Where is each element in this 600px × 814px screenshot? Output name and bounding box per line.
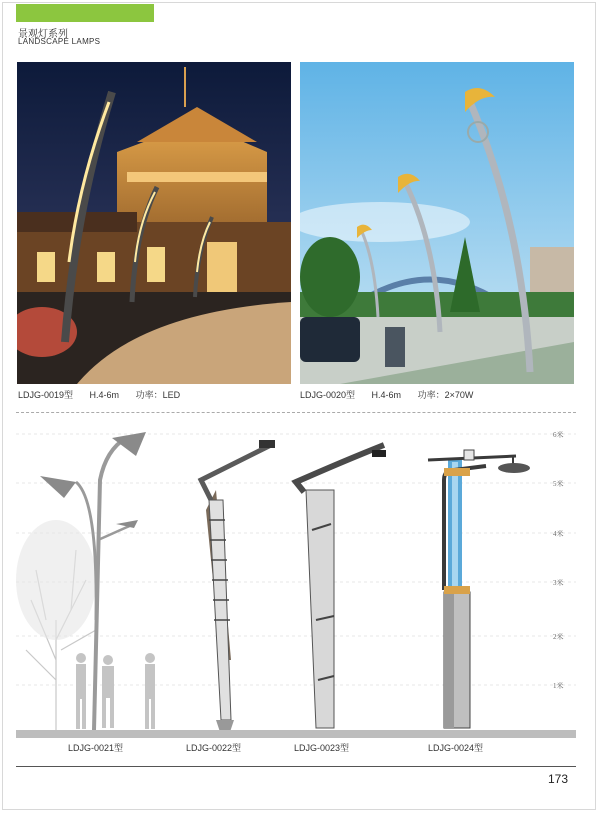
- height-label-4m: 4米: [553, 530, 564, 538]
- caption-power: 功率：LED: [135, 390, 181, 400]
- lamp-diagram-panel: [16, 420, 576, 738]
- height-label-1m: 1米: [553, 682, 564, 690]
- footer-rule: [16, 766, 576, 767]
- lamp-ldjg-0023: [296, 445, 386, 728]
- section-title-cn: 景观灯系列: [18, 29, 68, 40]
- photo-ldjg-0019: [17, 62, 291, 384]
- caption-ldjg-0020: [300, 388, 487, 401]
- page-number: 173: [548, 772, 569, 786]
- caption-model: LDJG-0020型: [300, 390, 356, 400]
- model-label-0022: LDJG-0022型: [186, 743, 242, 753]
- caption-height: H.4-6m: [371, 390, 402, 400]
- caption-height: H.4-6m: [89, 390, 120, 400]
- lamp-ldjg-0024: [428, 450, 530, 728]
- section-color-bar: [16, 4, 154, 22]
- section-divider: [16, 412, 576, 413]
- model-label-0024: LDJG-0024型: [428, 743, 484, 753]
- section-title-en: LANDSCAPE LAMPS: [18, 37, 101, 46]
- height-label-3m: 3米: [553, 579, 564, 587]
- caption-model: LDJG-0019型: [18, 390, 74, 400]
- model-label-0021: LDJG-0021型: [68, 743, 124, 753]
- caption-power: 功率：2×70W: [417, 390, 474, 400]
- height-label-5m: 5米: [553, 480, 564, 488]
- photo-ldjg-0020: [300, 62, 574, 384]
- lamp-ldjg-0022: [201, 440, 275, 732]
- height-label-6m: 6米: [553, 431, 564, 439]
- caption-ldjg-0019: [18, 388, 194, 401]
- height-label-2m: 2米: [553, 633, 564, 641]
- model-label-0023: LDJG-0023型: [294, 743, 350, 753]
- ground-line: [16, 730, 576, 738]
